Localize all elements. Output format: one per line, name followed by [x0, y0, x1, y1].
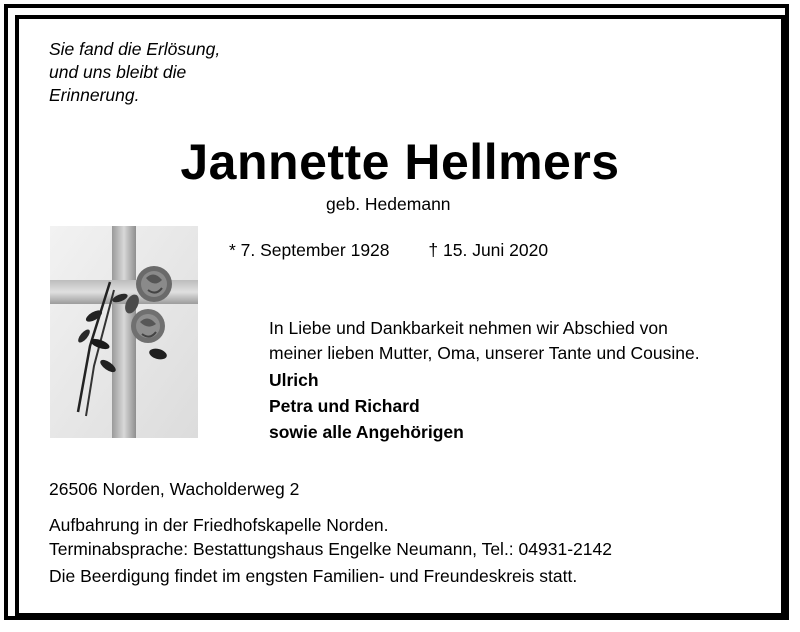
- motto-line: Erinnerung.: [49, 85, 140, 105]
- life-dates: [229, 240, 548, 261]
- motto-line: und uns bleibt die: [49, 62, 187, 82]
- info-line: Aufbahrung in der Friedhofskapelle Norden.: [49, 515, 389, 535]
- death-date: † 15. Juni 2020: [428, 240, 549, 260]
- birth-date: * 7. September 1928: [229, 240, 390, 260]
- mourner: Petra und Richard: [269, 396, 420, 416]
- motto-line: Sie fand die Erlösung,: [49, 39, 221, 59]
- address: 26506 Norden, Wacholderweg 2: [49, 479, 300, 499]
- viewing-info: [49, 513, 612, 561]
- info-line: Terminabsprache: Bestattungshaus Engelke Neumann, Tel.: 04931-2142: [49, 539, 612, 559]
- message-line: meiner lieben Mutter, Oma, unserer Tante und Cousine.: [269, 343, 700, 363]
- message-line: In Liebe und Dankbarkeit nehmen wir Abschied von: [269, 318, 668, 338]
- cross-with-roses-icon: [50, 226, 198, 438]
- deceased-name: Jannette Hellmers: [180, 134, 620, 190]
- mourners-list: [269, 367, 464, 445]
- funeral-note: Die Beerdigung findet im engsten Familien- und Freundeskreis statt.: [49, 566, 578, 586]
- motto: [49, 38, 220, 107]
- mourner: Ulrich: [269, 370, 319, 390]
- mourner: sowie alle Angehörigen: [269, 422, 464, 442]
- farewell-message: [269, 316, 700, 366]
- maiden-name: geb. Hedemann: [326, 194, 451, 214]
